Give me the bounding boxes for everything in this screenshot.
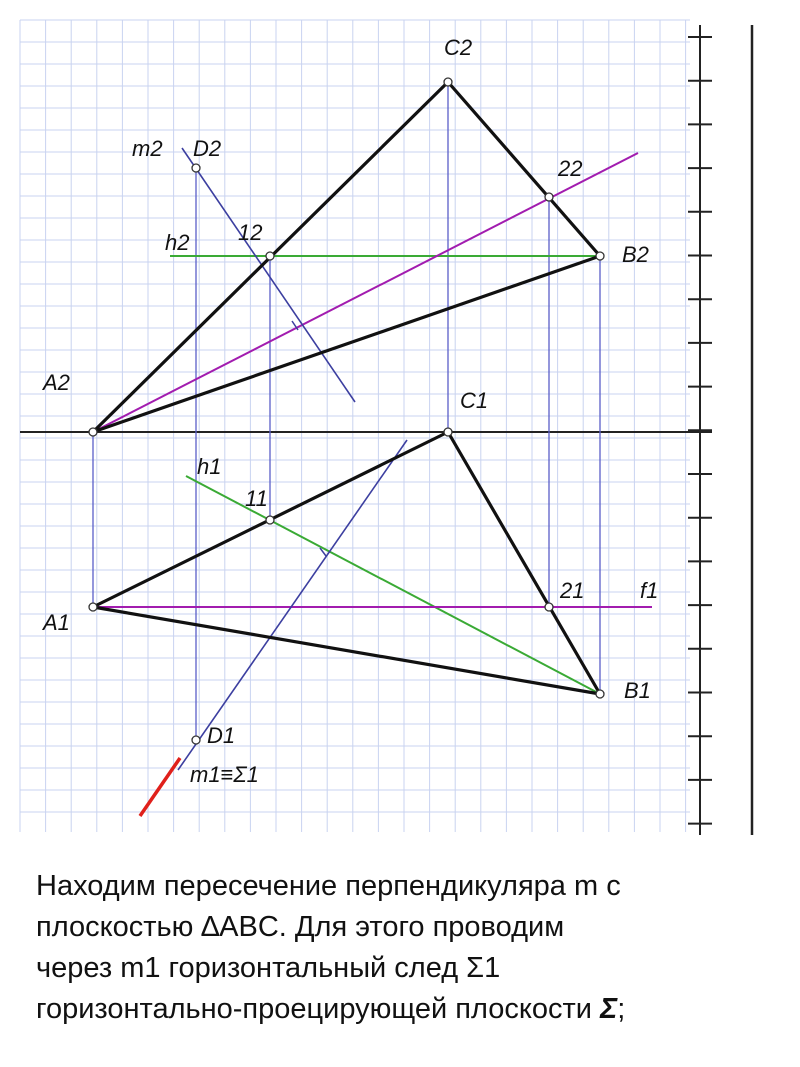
perpendicular-m2 [182, 148, 355, 402]
point-1-1 [266, 516, 274, 524]
point-d2 [192, 164, 200, 172]
point-b1 [596, 690, 604, 698]
label-b2: B2 [622, 242, 649, 267]
caption-line-2: плоскостью ∆ABC. Для этого проводим [36, 911, 565, 943]
label-f1: f1 [640, 578, 659, 603]
points [89, 78, 604, 744]
point-a1 [89, 603, 97, 611]
frontal-f2 [93, 153, 638, 432]
caption-line-4 [36, 989, 776, 1030]
label-d2: D2 [193, 136, 222, 161]
caption-line-4-text: горизонтально-проецирующей плоскости [36, 993, 601, 1025]
point-c1 [444, 428, 452, 436]
label-c2: C2 [444, 35, 473, 60]
point-c2 [444, 78, 452, 86]
label-h1: h1 [197, 454, 222, 479]
point-2-1 [545, 603, 553, 611]
label-c1: C1 [460, 388, 489, 413]
caption-text [36, 866, 776, 1030]
label-h2: h2 [165, 230, 190, 255]
caption-line-4-end: ; [617, 993, 626, 1025]
label-m2: m2 [132, 136, 163, 161]
point-1-2 [266, 252, 274, 260]
label-m1-sigma1: m1≡Σ1 [190, 762, 259, 787]
label-2-2: 22 [558, 156, 583, 181]
label-a1: A1 [43, 610, 70, 635]
point-a2 [89, 428, 97, 436]
caption-line-1: Находим пересечение перпендикуляра m с [36, 870, 621, 902]
label-b1: B1 [624, 678, 651, 703]
caption-line-3: через m1 горизонтальный след Σ1 [36, 952, 501, 984]
label-1-2: 12 [238, 220, 263, 245]
caption-sigma-symbol: Σ [600, 993, 618, 1025]
label-1-1: 11 [245, 486, 268, 511]
label-d1: D1 [207, 723, 236, 748]
grid-background [20, 20, 690, 832]
point-b2 [596, 252, 604, 260]
label-a2: A2 [43, 370, 70, 395]
point-d1 [192, 736, 200, 744]
point-2-2 [545, 193, 553, 201]
label-2-1: 21 [560, 578, 585, 603]
